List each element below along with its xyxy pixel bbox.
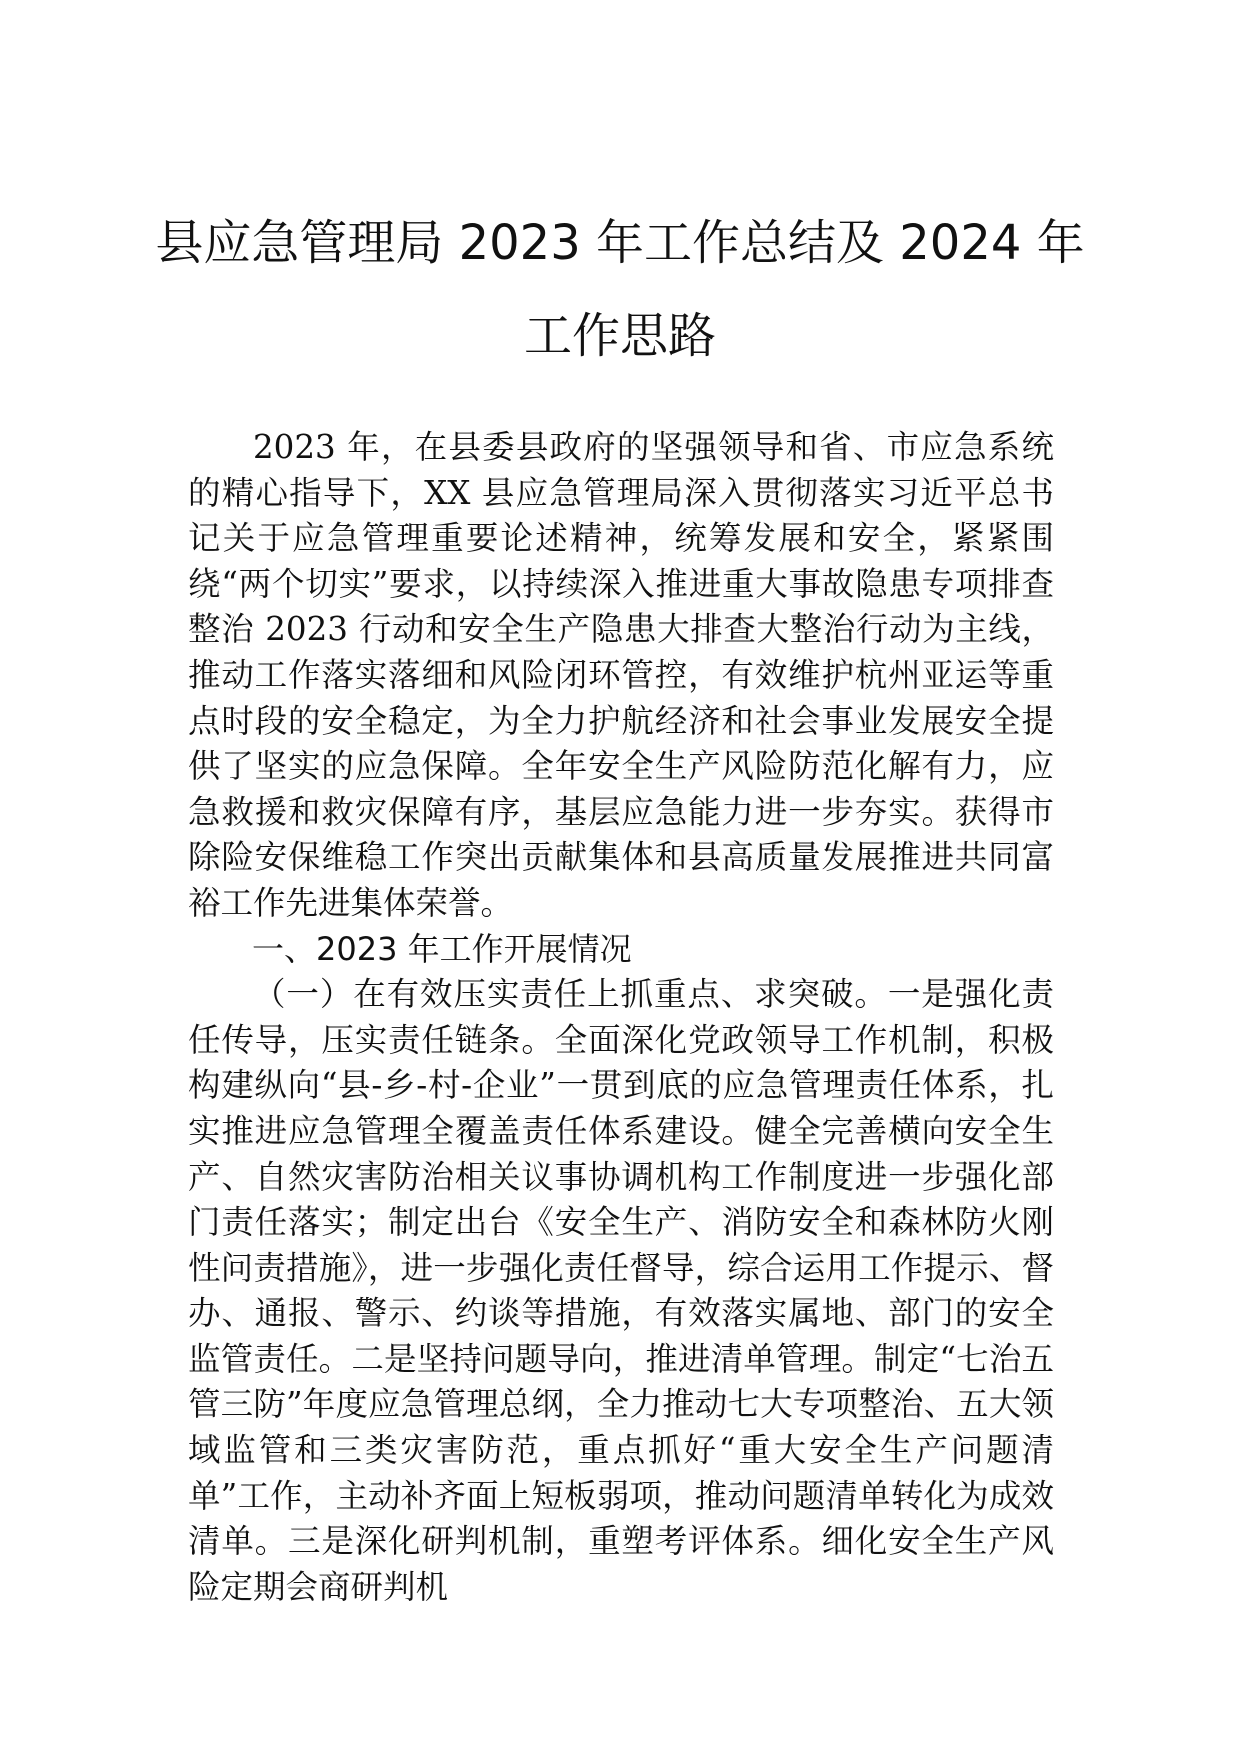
section-heading: 一、2023 年工作开展情况: [252, 929, 632, 968]
document-title-line-2: 工作思路: [523, 308, 716, 364]
section-1-paragraph: （一）在有效压实责任上抓重点、求突破。一是强化责任传导，压实责任链条。全面深化党政领导工作机制，积极构建纵向“县-乡-村-企业”一贯到底的应急管理责任体系，扎实推进应急管理全覆盖责任体系建设。健全完善横向安全生产、自然灾害防治相关议事协调机构工作制度进一步强化部门责任落实；制定出台《安全生产、消防安全和森林防火刚性问责措施》，进一步强化责任督导，综合运用工作提示、督办、通报、警示、约谈等措施，有效落实属地、部门的安全监管责任。二是坚持问题导向，推进清单管理。制定“七治五管三防”年度应急管理总纲，全力推动七大专项整治、五大领域监管和三类灾害防范，重点抓好“重大安全生产问题清单”工作，主动补齐面上短板弱项，推动问题清单转化为成效清单。三是深化研判机制，重塑考评体系。细化安全生产风险定期会商研判机: [188, 975, 1054, 1606]
document-title-line-1: 县应急管理局 2023 年工作总结及 2024 年: [155, 215, 1085, 271]
document-body: [188, 425, 1054, 1610]
intro-paragraph: 2023 年，在县委县政府的坚强领导和省、市应急系统的精心指导下，XX 县应急管理局深入贯彻落实习近平总书记关于应急管理重要论述精神，统筹发展和安全，紧紧围绕“两个切实”要求，以持续深入推进重大事故隐患专项排查整治 2023 行动和安全生产隐患大排查大整治行动为主线，推动工作落实落细和风险闭环管控，有效维护杭州亚运等重点时段的安全稳定，为全力护航经济和社会事业发展安全提供了坚实的应急保障。全年安全生产风险防范化解有力，应急救援和救灾保障有序，基层应急能力进一步夯实。获得市除险安保维稳工作突出贡献集体和县高质量发展推进共同富裕工作先进集体荣誉。: [188, 428, 1054, 922]
